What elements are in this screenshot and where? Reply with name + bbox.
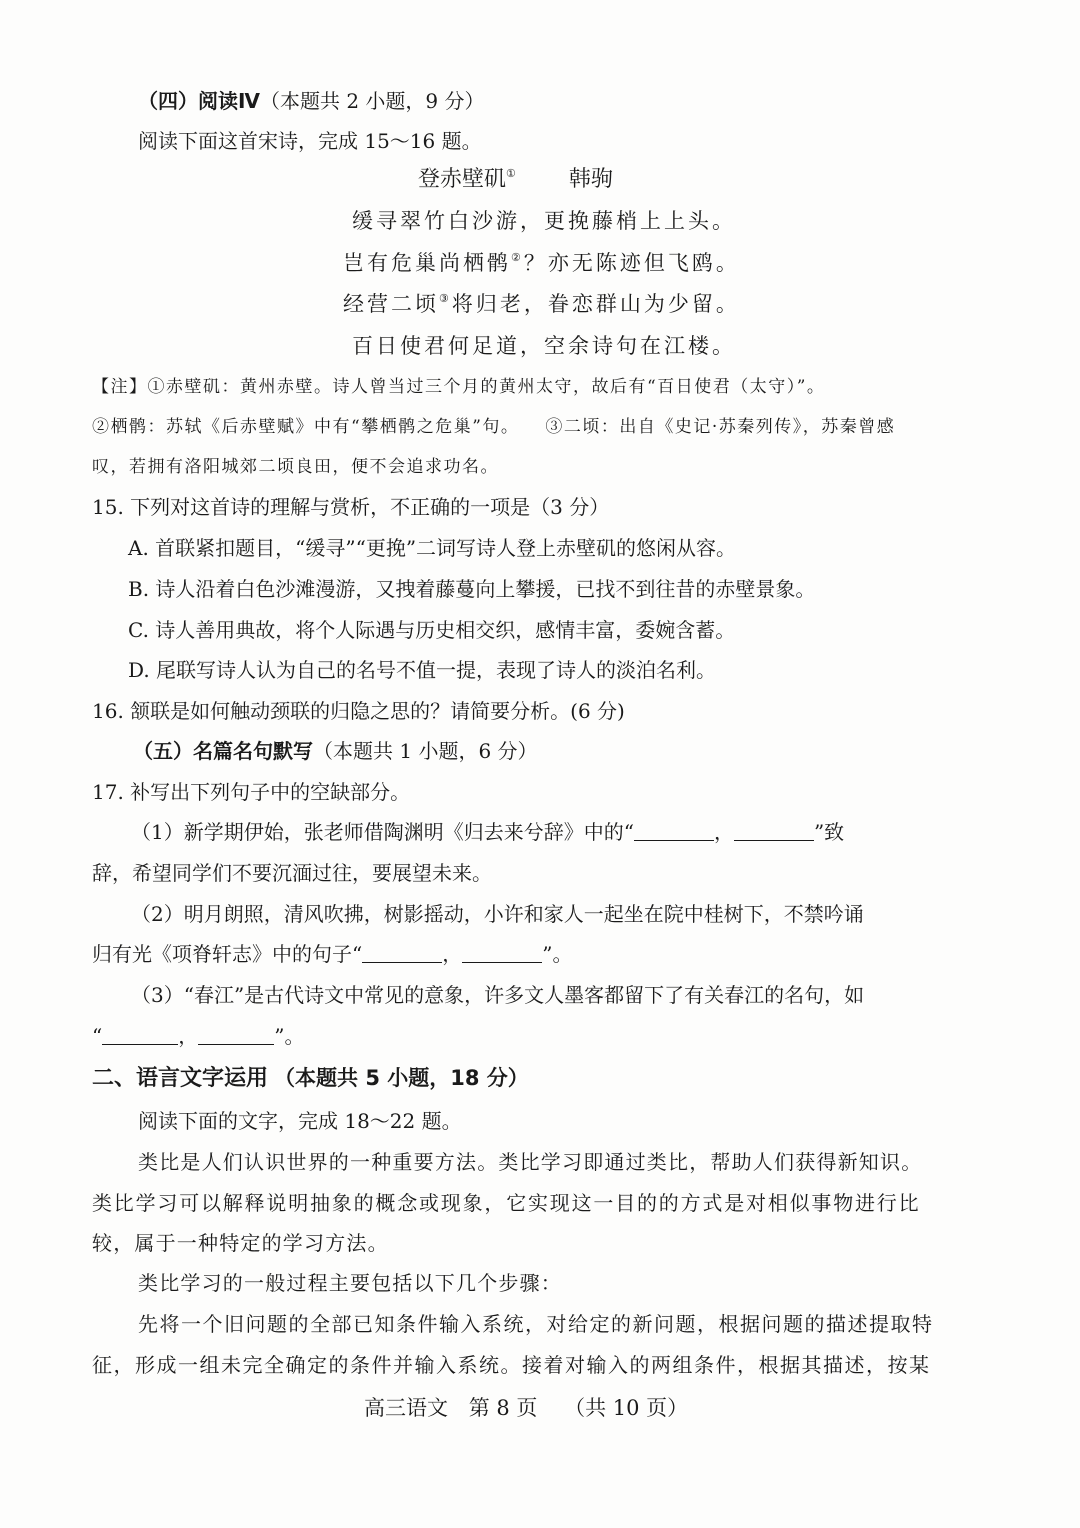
q17-item-1-cont: 辞，希望同学们不要沉湎过往，要展望未来。	[92, 861, 492, 885]
section4-instruction: 阅读下面这首宋诗，完成 15～16 题。	[138, 129, 482, 153]
q15-option-c: C. 诗人善用典故，将个人际遇与历史相交织，感情丰富，委婉含蓄。	[128, 618, 736, 642]
comma: ，	[178, 1024, 199, 1048]
passage-p1-line-3: 较，属于一种特定的学习方法。	[92, 1231, 389, 1255]
q15-option-b: B. 诗人沿着白色沙滩漫游，又拽着藤蔓向上攀援，已找不到往昔的赤壁景象。	[128, 577, 816, 601]
note-line-2	[92, 412, 895, 442]
footer-total: （共 10 页）	[564, 1396, 689, 1420]
passage-p1-line-1: 类比是人们认识世界的一种重要方法。类比学习即通过类比，帮助人们获得新知识。	[138, 1150, 923, 1174]
answer-blank[interactable]	[102, 1023, 178, 1045]
answer-blank[interactable]	[462, 941, 542, 963]
poem-line-2-note-mark: ②	[511, 251, 524, 264]
q17-item-2-text: 归有光《项脊轩志》中的句子“	[92, 942, 363, 966]
comma: ，	[442, 942, 463, 966]
q17-stem: 17. 补写出下列句子中的空缺部分。	[92, 780, 411, 804]
note-line-3: 叹，若拥有洛阳城郊二顷良田，便不会追求功名。	[92, 457, 499, 477]
answer-blank[interactable]	[734, 819, 814, 841]
passage-p2: 类比学习的一般过程主要包括以下几个步骤：	[138, 1271, 562, 1295]
part2-instruction: 阅读下面的文字，完成 18～22 题。	[138, 1109, 462, 1133]
part2-title: 二、语言文字运用	[92, 1066, 269, 1091]
poem-line-3a: 经营二顷	[343, 292, 439, 316]
q17-item-1-text: （1）新学期伊始，张老师借陶渊明《归去来兮辞》中的“	[131, 820, 634, 844]
passage-p3-line-2: 征，形成一组未完全确定的条件并输入系统。接着对输入的两组条件，根据其描述，按某	[92, 1353, 931, 1377]
poem-line-2a: 岂有危巢尚栖鹘	[343, 251, 511, 275]
q15-stem: 15. 下列对这首诗的理解与赏析，不正确的一项是（3 分）	[92, 495, 610, 519]
comma: ，	[713, 820, 734, 844]
q17-item-1	[131, 817, 844, 847]
section5-score: （本题共 1 小题，6 分）	[313, 739, 538, 763]
section5-header	[133, 736, 538, 766]
note-2: ②栖鹘：苏轼《后赤壁赋》中有“攀栖鹘之危巢”句。	[92, 417, 520, 437]
part2-score: （本题共 5 小题，18 分）	[274, 1066, 529, 1090]
footer-subject: 高三语文	[364, 1396, 448, 1420]
poem-author: 韩驹	[568, 167, 613, 192]
poem-line-2b: ？亦无陈迹但飞鸥。	[523, 251, 740, 275]
passage-p1-line-2: 类比学习可以解释说明抽象的概念或现象，它实现这一目的的方式是对相似事物进行比	[92, 1191, 921, 1215]
note-line-1: 【注】①赤壁矶：黄州赤壁。诗人曾当过三个月的黄州太守，故后有“百日使君（太守）”。	[92, 377, 826, 397]
q17-item-3-cont	[92, 1021, 304, 1051]
q17-item-2-cont	[92, 939, 572, 969]
poem-line-3-note-mark: ③	[439, 292, 452, 305]
section5-title: （五）名篇名句默写	[133, 739, 313, 763]
part2-header	[92, 1063, 529, 1094]
passage-p3-line-1: 先将一个旧问题的全部已知条件输入系统，对给定的新问题，根据问题的描述提取特	[138, 1312, 934, 1336]
poem-title: 登赤壁矶	[418, 167, 507, 192]
section4-header	[138, 86, 485, 116]
q17-item-3: （3）“春江”是古代诗文中常见的意象，许多文人墨客都留下了有关春江的名句，如	[131, 983, 865, 1007]
open-quote: “	[92, 1024, 103, 1048]
answer-blank[interactable]	[362, 941, 442, 963]
poem-line-3b: 将归老，眷恋群山为少留。	[451, 292, 740, 316]
section4-title: （四）阅读Ⅳ	[138, 89, 260, 113]
q16-stem: 16. 颔联是如何触动颈联的归隐之思的？请简要分析。(6 分)	[92, 699, 625, 723]
note-3: ③二顷：出自《史记·苏秦列传》，苏秦曾感	[545, 417, 896, 437]
footer-page: 第 8 页	[468, 1396, 538, 1420]
poem-line-2	[343, 248, 740, 278]
q17-item-2: （2）明月朗照，清风吹拂，树影摇动，小许和家人一起坐在院中桂树下，不禁吟诵	[131, 902, 864, 926]
q17-item-1-tail: ”致	[813, 820, 845, 844]
answer-blank[interactable]	[198, 1023, 274, 1045]
poem-title-note-mark: ①	[506, 167, 516, 180]
page-footer	[364, 1393, 688, 1423]
poem-line-1: 缓寻翠竹白沙游，更挽藤梢上上头。	[352, 209, 736, 233]
section4-score: （本题共 2 小题，9 分）	[259, 89, 485, 113]
q17-item-2-tail: ”。	[542, 942, 573, 966]
q15-option-d: D. 尾联写诗人认为自己的名号不值一提，表现了诗人的淡泊名利。	[128, 658, 717, 682]
q17-item-3-tail: ”。	[274, 1024, 305, 1048]
answer-blank[interactable]	[634, 819, 714, 841]
q15-option-a: A. 首联紧扣题目，“缓寻”“更挽”二词写诗人登上赤壁矶的悠闲从容。	[128, 536, 737, 560]
poem-line-3	[343, 289, 740, 319]
poem-line-4: 百日使君何足道，空余诗句在江楼。	[352, 334, 736, 358]
poem-title-line	[418, 165, 613, 195]
